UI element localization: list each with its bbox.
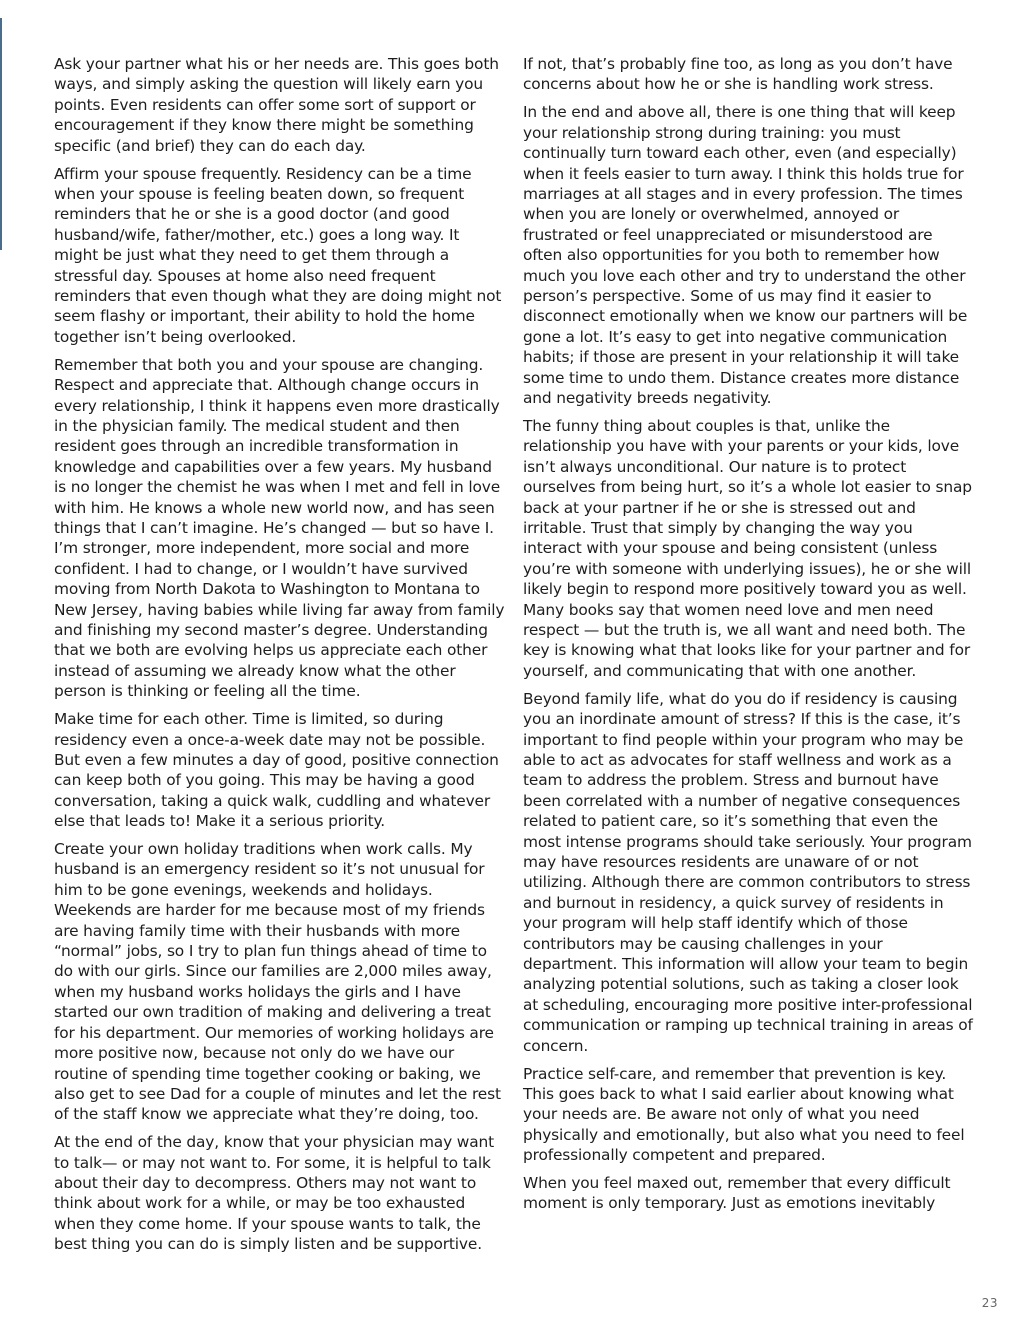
paragraph-end-of-day: At the end of the day, know that your physician may want to talk— or may not want to. For some, it is helpful to talk about their day to decompress. Others may not want to think about work for a while, or may be too exhausted when they come home. If your spouse wants to talk, the best thing you can do is simply listen and be supportive. xyxy=(54,1133,494,1254)
paragraph-maxed-out: When you feel maxed out, remember that every difficult moment is only temporary. Just as emotions inevitably xyxy=(523,1174,951,1213)
right-column xyxy=(523,54,975,1221)
paragraph-self-care: Practice self-care, and remember that prevention is key. This goes back to what I said earlier about knowing what your needs are. Be aware not only of what you need physically and emotionally, but also what you need to feel professionally competent and prepared. xyxy=(523,1064,965,1165)
paragraph-affirm: Affirm your spouse frequently. Residency can be a time when your spouse is feeling beaten down, so frequent reminders that he or she is a good doctor (and good husband/wife, father/mother, etc.) goes a long way. It might be just what they need to get them through a stressful day. Spouses at home also need frequent reminders that even though what they are doing might not seem flashy or important, their ability to hold the home together isn’t being overlooked. xyxy=(54,164,502,346)
paragraph-if-not: If not, that’s probably fine too, as long as you don’t have concerns about how he or she is handling work stress. xyxy=(523,55,953,94)
paragraph-turn-toward: In the end and above all, there is one thing that will keep your relationship strong during training: you must continually turn toward each other, even (and especially) when it feels easier to turn away. I think this holds true for marriages at all stages and in every profession. The times when you are lonely or overwhelmed, annoyed or frustrated or feel unappreciated or misunderstood are often also opportunities for you both to remember how much you love each other and try to understand the other person’s perspective. Some of us may find it easier to disconnect emotionally when we know our partners will be gone a lot. It’s easy to get into negative communication habits; if those are present in your relationship it will take some time to undo them. Distance creates more distance and negativity breeds negativity. xyxy=(523,103,968,407)
paragraph-make-time: Make time for each other. Time is limited, so during residency even a once-a-week date may not be possible. But even a few minutes a day of good, positive connection can keep both of you going. This may be having a good conversation, taking a quick walk, cuddling and whatever else that leads to! Make it a serious priority. xyxy=(54,710,499,831)
paragraph-holidays: Create your own holiday traditions when work calls. My husband is an emergency resident so it’s not unusual for him to be gone evenings, weekends and holidays. Weekends are harder for me because most of my friends are having family time with their husbands with more “normal” jobs, so I try to plan fun things ahead of time to do with our girls. Since our families are 2,000 miles away, when my husband works holidays the girls and I have started our own tradition of making and delivering a treat for his department. Our memories of working holidays are more positive now, because not only do we have our routine of spending time together cooking or baking, we also get to see Dad for a couple of minutes and let the rest of the staff know we appreciate what they’re doing, too. xyxy=(54,840,501,1124)
page-number: 23 xyxy=(981,1296,998,1310)
paragraph-couples: The funny thing about couples is that, unlike the relationship you have with your parents or your kids, love isn’t always unconditional. Our nature is to protect ourselves from being hurt, so it’s a whole lot easier to snap back at your partner if he or she is stressed out and irritable. Trust that simply by changing the way you interact with your spouse and being consistent (unless you’re with someone with underlying issues), he or she will likely begin to respond more positively toward you as well. Many books say that women need love and men need respect — but the truth is, we all want and need both. The key is knowing what that looks like for your partner and for yourself, and communicating that with one another. xyxy=(523,416,972,680)
left-column xyxy=(54,54,506,1262)
page-edge-mark xyxy=(0,18,2,250)
paragraph-changing: Remember that both you and your spouse are changing. Respect and appreciate that. Although change occurs in every relationship, I think it happens even more drastically in the physician family. The medical student and then resident goes through an incredible transformation in knowledge and capabilities over a few years. My husband is no longer the chemist he was when I met and fell in love with him. He knows a whole new world now, and has seen things that I can’t imagine. He’s changed — but so have I. I’m stronger, more independent, more social and more confident. I had to change, or I wouldn’t have survived moving from North Dakota to Washington to Montana to New Jersey, having babies while living far away from family and finishing my second master’s degree. Understanding that we both are evolving helps us appreciate each other instead of assuming we already know what the other person is thinking or feeling all the time. xyxy=(54,355,505,701)
paragraph-beyond-family: Beyond family life, what do you do if residency is causing you an inordinate amount of stress? If this is the case, it’s important to find people within your program who may be able to act as advocates for staff wellness and work as a team to address the problem. Stress and burnout have been correlated with a number of negative consequences related to patient care, so it’s something that even the most intense programs should take seriously. Your program may have resources residents are unaware of or not utilizing. Although there are common contributors to stress and burnout in residency, a quick survey of residents in your program will help staff identify which of those contributors may be causing challenges in your department. This information will allow your team to begin analyzing potential solutions, such as taking a closer look at scheduling, encouraging more positive inter-professional communication or ramping up technical training in areas of concern. xyxy=(523,689,973,1055)
paragraph-needs: Ask your partner what his or her needs are. This goes both ways, and simply asking the question will likely earn you points. Even residents can offer some sort of support or encouragement if they know there might be something specific (and brief) they can do each day. xyxy=(54,55,499,155)
